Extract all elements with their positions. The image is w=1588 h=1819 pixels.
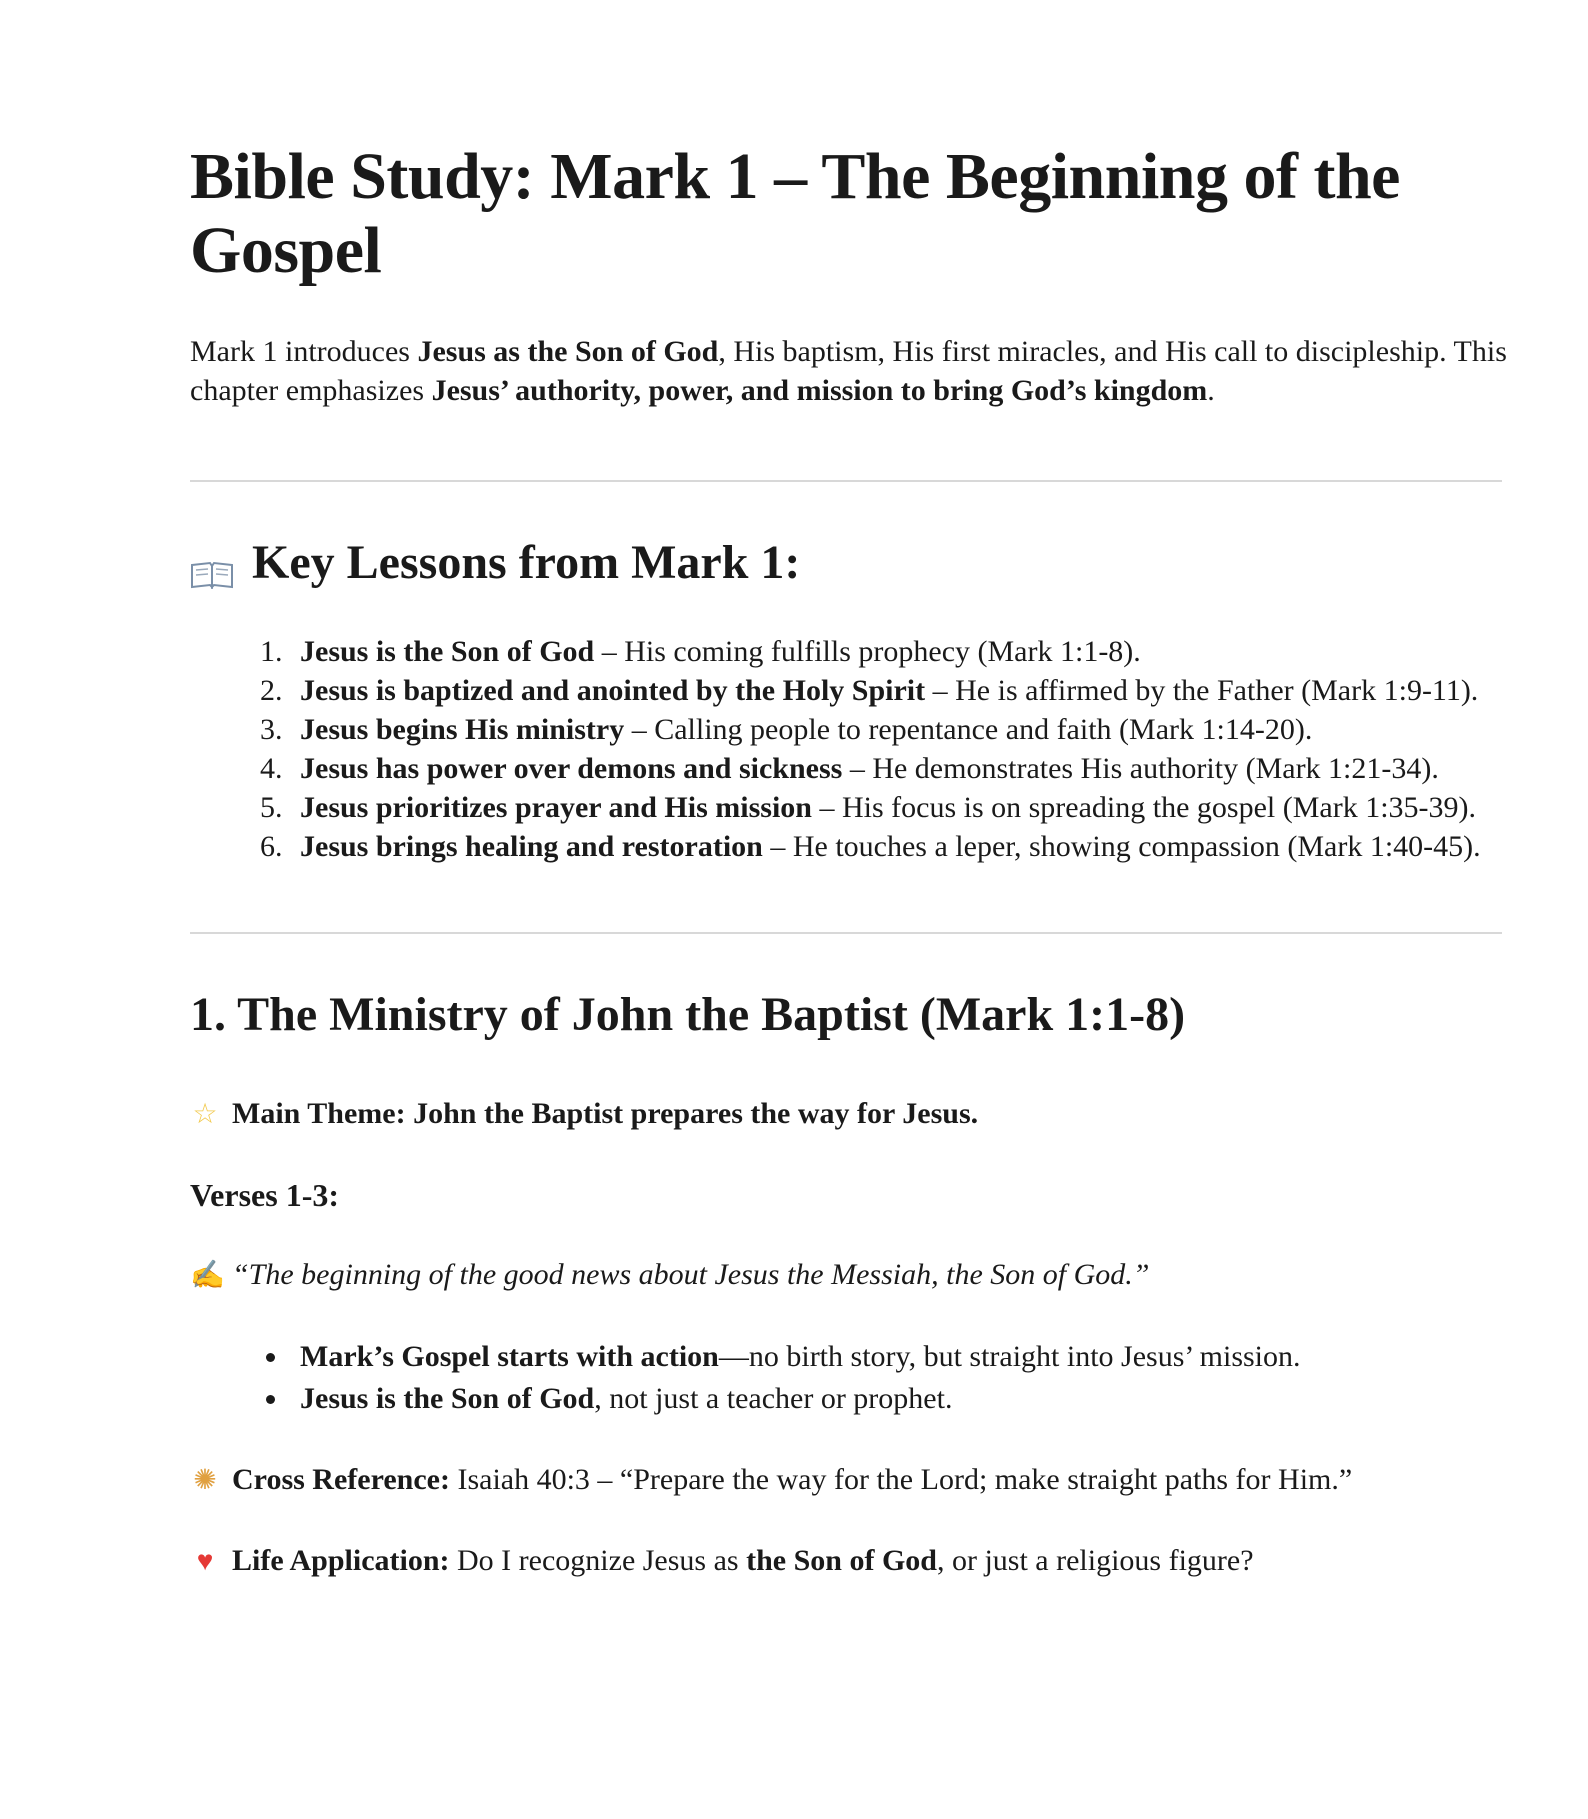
list-item [290,788,1510,827]
page-title: Bible Study: Mark 1 – The Beginning of the Gospel [190,140,1400,287]
intro-text-1: Mark 1 introduces [190,335,418,368]
point-text: —no birth story, but straight into Jesus’ mission. [718,1340,1301,1373]
life-application-text-2: , or just a religious figure? [936,1544,1254,1577]
lesson-bold: Jesus brings healing and restoration [300,830,763,863]
life-application-line [190,1541,1510,1582]
divider-2 [190,932,1502,934]
intro-paragraph [190,332,1510,410]
divider-1 [190,480,1502,482]
list-item [290,1336,1510,1378]
cross-reference-content [232,1460,1352,1500]
cross-reference-line [190,1460,1510,1501]
lesson-bold: Jesus is the Son of God [300,635,595,668]
heart-icon: ♥ [196,1546,214,1577]
writing-hand-icon: ✍ [190,1260,225,1291]
lesson-text: – Calling people to repentance and faith (Mark 1:14-20). [624,713,1313,746]
lesson-bold: Jesus has power over demons and sickness [300,752,843,785]
document-content [190,140,1510,1582]
life-application-bold: the Son of God [746,1544,937,1577]
life-application-text-1: Do I recognize Jesus as [449,1544,747,1577]
list-item [290,632,1510,671]
key-lessons-heading [190,534,1510,592]
cross-reference-label: Cross Reference: [232,1463,450,1496]
main-theme-text: Main Theme: John the Baptist prepares the way for Jesus. [232,1097,979,1130]
lesson-text: – He touches a leper, showing compassion (Mark 1:40-45). [762,830,1481,863]
list-item [290,827,1510,866]
list-item [290,710,1510,749]
lesson-bold: Jesus begins His ministry [300,713,625,746]
key-lessons-heading-text: Key Lessons from Mark 1: [252,536,801,589]
lesson-bold: Jesus is baptized and anointed by the Holy Spirit [300,674,926,707]
intro-text-2: , His baptism, His first miracles, and His call to discipleship. This chapter emphasizes [190,335,1507,407]
life-application-content [232,1541,1254,1581]
intro-text-3: . [1207,374,1215,407]
quote-text: “The beginning of the good news about Jesus the Messiah, the Son of God.” [232,1258,1150,1291]
list-item [290,671,1510,710]
key-lessons-list [190,632,1510,866]
lesson-text: – His coming fulfills prophecy (Mark 1:1-8). [594,635,1141,668]
intro-bold-1: Jesus as the Son of God [417,335,719,368]
list-item [290,1378,1510,1420]
verses-heading: Verses 1-3: [190,1177,339,1213]
verse-points-list [190,1336,1510,1420]
cross-reference-text: Isaiah 40:3 – “Prepare the way for the Lord; make straight paths for Him.” [449,1463,1353,1496]
open-book-icon [190,545,234,573]
point-text: , not just a teacher or prophet. [594,1382,953,1415]
star-icon: ☆ [192,1099,218,1130]
point-bold: Mark’s Gospel starts with action [300,1340,719,1373]
lesson-text: – He demonstrates His authority (Mark 1:21-34). [842,752,1439,785]
list-item [290,749,1510,788]
intro-bold-2: Jesus’ authority, power, and mission to bring God’s kingdom [431,374,1208,407]
point-bold: Jesus is the Son of God [300,1382,595,1415]
section-1-heading: 1. The Ministry of John the Baptist (Mark 1:1-8) [190,988,1186,1041]
cookie-icon: ✺ [193,1465,217,1496]
quote-line [190,1255,1510,1296]
life-application-label: Life Application: [232,1544,450,1577]
lesson-bold: Jesus prioritizes prayer and His mission [300,791,812,824]
main-theme-line [190,1094,1510,1135]
lesson-text: – He is affirmed by the Father (Mark 1:9-11). [925,674,1479,707]
lesson-text: – His focus is on spreading the gospel (Mark 1:35-39). [811,791,1477,824]
